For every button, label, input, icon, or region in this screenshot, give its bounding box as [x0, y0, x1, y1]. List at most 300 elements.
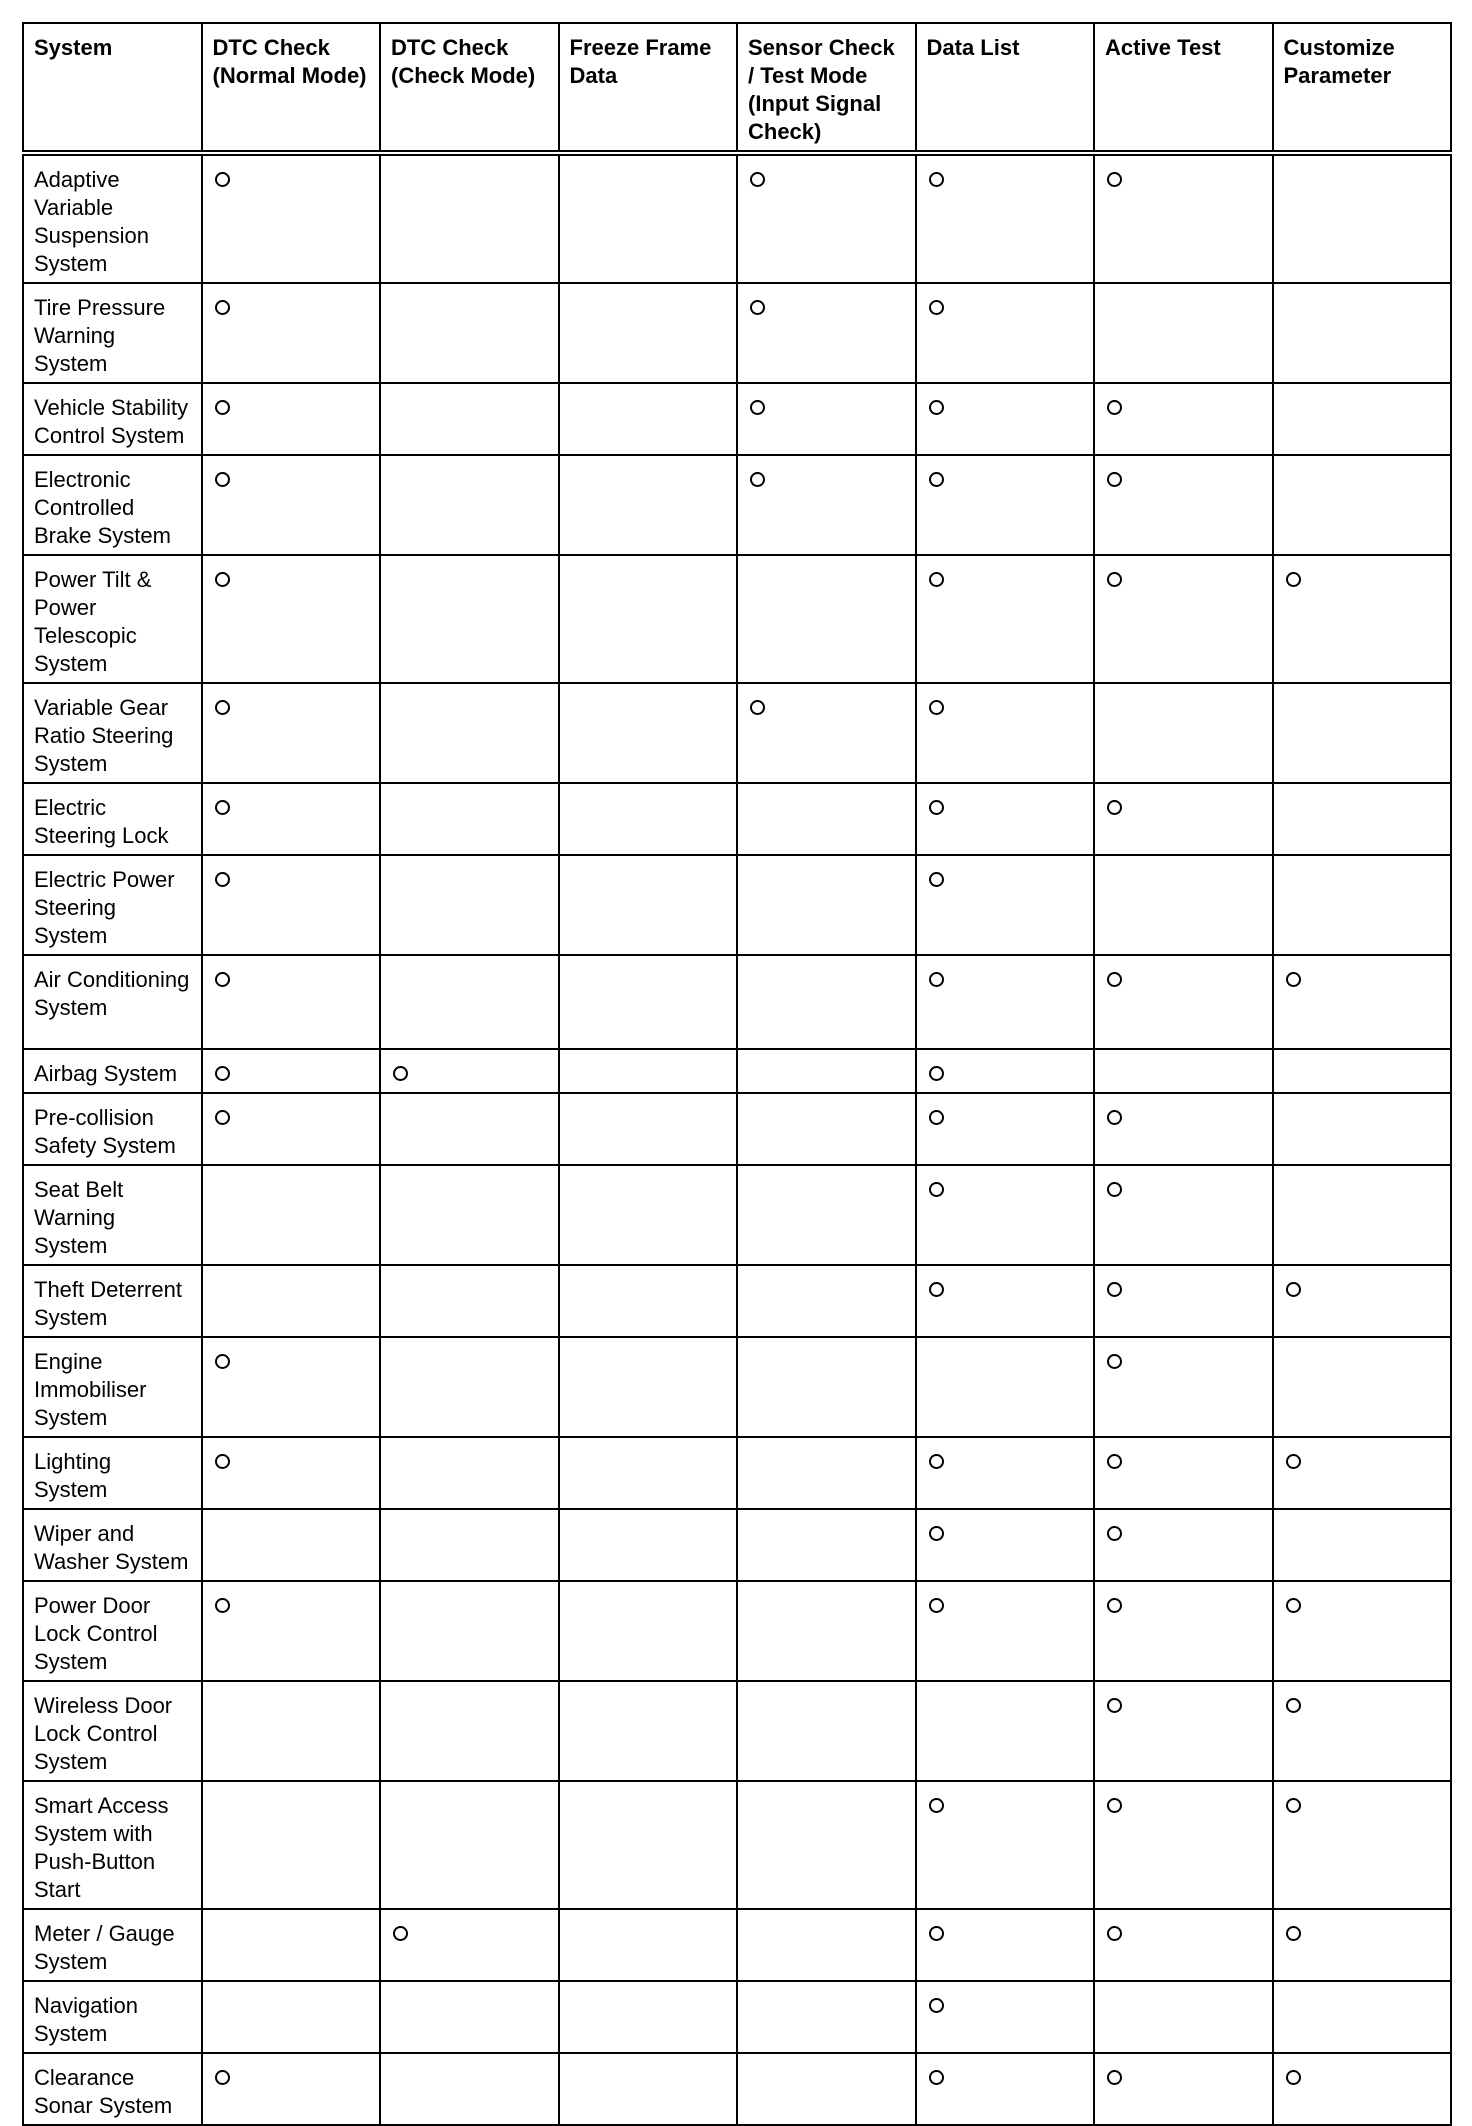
function-cell — [1273, 1509, 1452, 1581]
function-cell — [380, 283, 559, 383]
circle-icon — [1107, 1798, 1122, 1813]
function-cell — [916, 1437, 1095, 1509]
table-row — [23, 1337, 1451, 1437]
system-name-cell — [23, 1337, 202, 1437]
function-cell — [380, 1581, 559, 1681]
function-cell — [916, 1093, 1095, 1165]
system-name-cell — [23, 2053, 202, 2125]
function-cell — [559, 383, 738, 455]
function-cell — [1094, 153, 1273, 283]
function-cell — [1094, 1509, 1273, 1581]
system-name-cell — [23, 283, 202, 383]
system-name: Air Conditioning System — [34, 967, 190, 1020]
circle-icon — [929, 972, 944, 987]
function-cell — [1094, 1165, 1273, 1265]
function-cell — [916, 955, 1095, 1049]
function-cell — [380, 955, 559, 1049]
function-cell — [380, 383, 559, 455]
function-cell — [916, 783, 1095, 855]
table-row — [23, 1909, 1451, 1981]
function-cell — [380, 1049, 559, 1093]
function-cell — [737, 1909, 916, 1981]
function-cell — [1273, 153, 1452, 283]
circle-icon — [1286, 2070, 1301, 2085]
system-name-cell — [23, 855, 202, 955]
table-row — [23, 1581, 1451, 1681]
function-cell — [559, 1265, 738, 1337]
circle-icon — [215, 2070, 230, 2085]
circle-icon — [1286, 1798, 1301, 1813]
function-cell — [559, 1781, 738, 1909]
table-row — [23, 1437, 1451, 1509]
circle-icon — [1107, 1926, 1122, 1941]
system-name: Tire Pressure Warning System — [34, 295, 166, 376]
function-cell — [1094, 683, 1273, 783]
function-cell — [559, 1981, 738, 2053]
function-cell — [380, 1509, 559, 1581]
circle-icon — [1286, 1454, 1301, 1469]
function-cell — [916, 1909, 1095, 1981]
system-name-cell — [23, 1781, 202, 1909]
system-name: Theft Deterrent System — [34, 1277, 182, 1330]
circle-icon — [929, 800, 944, 815]
header-sensor-check: Sensor Check / Test Mode (Input Signal Check) — [737, 23, 916, 153]
function-cell — [1094, 855, 1273, 955]
function-cell — [559, 153, 738, 283]
system-name-cell — [23, 1581, 202, 1681]
system-name-cell — [23, 783, 202, 855]
function-cell — [737, 1265, 916, 1337]
table-row — [23, 1165, 1451, 1265]
table-row — [23, 455, 1451, 555]
function-cell — [559, 1909, 738, 1981]
function-cell — [202, 1093, 381, 1165]
circle-icon — [1107, 1282, 1122, 1297]
circle-icon — [929, 400, 944, 415]
circle-icon — [929, 1454, 944, 1469]
function-cell — [559, 783, 738, 855]
system-name-cell — [23, 1509, 202, 1581]
function-cell — [916, 1165, 1095, 1265]
system-name: Seat Belt Warning System — [34, 1177, 124, 1258]
function-cell — [380, 683, 559, 783]
system-name-cell — [23, 683, 202, 783]
function-cell — [380, 1165, 559, 1265]
function-cell — [202, 683, 381, 783]
table-row — [23, 955, 1451, 1049]
table-row — [23, 1509, 1451, 1581]
function-cell — [559, 1681, 738, 1781]
function-cell — [380, 1981, 559, 2053]
function-cell — [916, 1581, 1095, 1681]
system-name-cell — [23, 555, 202, 683]
system-name: Airbag System — [34, 1061, 178, 1086]
circle-icon — [929, 872, 944, 887]
function-cell — [1273, 955, 1452, 1049]
circle-icon — [929, 1526, 944, 1541]
circle-icon — [1107, 2070, 1122, 2085]
function-cell — [380, 1681, 559, 1781]
circle-icon — [750, 472, 765, 487]
table-row — [23, 1981, 1451, 2053]
function-cell — [559, 455, 738, 555]
function-cell — [559, 1165, 738, 1265]
circle-icon — [1107, 1354, 1122, 1369]
system-name-cell — [23, 1265, 202, 1337]
table-row — [23, 283, 1451, 383]
diagnostic-function-table — [22, 22, 1452, 2126]
function-cell — [1273, 383, 1452, 455]
function-cell — [916, 1337, 1095, 1437]
function-cell — [1094, 1049, 1273, 1093]
function-cell — [1273, 1337, 1452, 1437]
header-data-list: Data List — [916, 23, 1095, 153]
circle-icon — [750, 700, 765, 715]
system-name: Pre-collision Safety System — [34, 1105, 176, 1158]
function-cell — [380, 1093, 559, 1165]
function-cell — [559, 955, 738, 1049]
system-name: Electric Power Steering System — [34, 867, 175, 948]
table-row — [23, 683, 1451, 783]
system-name: Wiper and Washer System — [34, 1521, 189, 1574]
system-name-cell — [23, 1165, 202, 1265]
function-cell — [916, 1681, 1095, 1781]
system-name: Power Tilt & Power Telescopic System — [34, 567, 152, 676]
function-cell — [202, 855, 381, 955]
table-row — [23, 1265, 1451, 1337]
function-cell — [737, 783, 916, 855]
system-name: Electric Steering Lock — [34, 795, 169, 848]
function-cell — [559, 555, 738, 683]
header-system: System — [23, 23, 202, 153]
function-cell — [1094, 955, 1273, 1049]
function-cell — [1094, 1981, 1273, 2053]
function-cell — [737, 2053, 916, 2125]
circle-icon — [1107, 1598, 1122, 1613]
function-cell — [202, 1781, 381, 1909]
function-cell — [916, 555, 1095, 683]
system-name-cell — [23, 1981, 202, 2053]
circle-icon — [215, 700, 230, 715]
system-name: Electronic Controlled Brake System — [34, 467, 171, 548]
function-cell — [916, 1781, 1095, 1909]
function-cell — [1094, 383, 1273, 455]
circle-icon — [929, 572, 944, 587]
circle-icon — [1107, 1182, 1122, 1197]
function-cell — [559, 1093, 738, 1165]
system-name-cell — [23, 1681, 202, 1781]
table-row — [23, 1781, 1451, 1909]
circle-icon — [1286, 1698, 1301, 1713]
table-row — [23, 1681, 1451, 1781]
system-name: Navigation System — [34, 1993, 138, 2046]
system-name: Vehicle Stability Control System — [34, 395, 189, 448]
system-name-cell — [23, 1909, 202, 1981]
circle-icon — [929, 1182, 944, 1197]
function-cell — [737, 855, 916, 955]
header-freeze-frame-data: Freeze Frame Data — [559, 23, 738, 153]
function-cell — [1273, 1781, 1452, 1909]
function-cell — [1273, 1265, 1452, 1337]
function-cell — [1273, 1909, 1452, 1981]
function-cell — [916, 1509, 1095, 1581]
function-cell — [1094, 1437, 1273, 1509]
circle-icon — [1107, 172, 1122, 187]
system-name-cell — [23, 1093, 202, 1165]
function-cell — [559, 2053, 738, 2125]
function-cell — [202, 153, 381, 283]
function-cell — [1273, 2053, 1452, 2125]
function-cell — [1094, 1265, 1273, 1337]
function-cell — [559, 855, 738, 955]
function-cell — [1094, 783, 1273, 855]
function-cell — [559, 1337, 738, 1437]
function-cell — [916, 1049, 1095, 1093]
circle-icon — [750, 400, 765, 415]
circle-icon — [750, 172, 765, 187]
function-cell — [559, 1437, 738, 1509]
circle-icon — [1107, 472, 1122, 487]
circle-icon — [1286, 1598, 1301, 1613]
function-cell — [916, 455, 1095, 555]
function-cell — [1094, 283, 1273, 383]
circle-icon — [1107, 1698, 1122, 1713]
table-row — [23, 555, 1451, 683]
circle-icon — [215, 1066, 230, 1081]
circle-icon — [1286, 972, 1301, 987]
circle-icon — [1107, 400, 1122, 415]
function-cell — [1094, 555, 1273, 683]
function-cell — [1273, 1581, 1452, 1681]
circle-icon — [215, 300, 230, 315]
circle-icon — [750, 300, 765, 315]
function-cell — [202, 1437, 381, 1509]
function-cell — [202, 1909, 381, 1981]
header-dtc-check-mode: DTC Check (Check Mode) — [380, 23, 559, 153]
system-name: Wireless Door Lock Control System — [34, 1693, 173, 1774]
function-cell — [380, 2053, 559, 2125]
circle-icon — [215, 872, 230, 887]
circle-icon — [929, 172, 944, 187]
circle-icon — [929, 2070, 944, 2085]
header-active-test: Active Test — [1094, 23, 1273, 153]
circle-icon — [215, 172, 230, 187]
function-cell — [380, 855, 559, 955]
function-cell — [380, 555, 559, 683]
function-cell — [559, 1581, 738, 1681]
system-name-cell — [23, 383, 202, 455]
function-cell — [737, 1093, 916, 1165]
function-cell — [380, 1337, 559, 1437]
circle-icon — [215, 1598, 230, 1613]
circle-icon — [929, 1998, 944, 2013]
function-cell — [916, 283, 1095, 383]
function-cell — [559, 683, 738, 783]
function-cell — [737, 955, 916, 1049]
circle-icon — [1107, 1526, 1122, 1541]
system-name-cell — [23, 153, 202, 283]
function-cell — [1273, 1165, 1452, 1265]
function-cell — [1094, 1337, 1273, 1437]
function-cell — [737, 555, 916, 683]
table-row — [23, 783, 1451, 855]
function-cell — [202, 1337, 381, 1437]
table-row — [23, 2053, 1451, 2125]
circle-icon — [929, 300, 944, 315]
circle-icon — [1107, 572, 1122, 587]
function-cell — [380, 1781, 559, 1909]
function-cell — [202, 1581, 381, 1681]
function-cell — [202, 955, 381, 1049]
function-cell — [202, 555, 381, 683]
system-name: Clearance Sonar System — [34, 2065, 173, 2118]
function-cell — [737, 1981, 916, 2053]
function-cell — [380, 1437, 559, 1509]
function-cell — [1273, 283, 1452, 383]
system-name: Variable Gear Ratio Steering System — [34, 695, 174, 776]
function-cell — [1273, 1681, 1452, 1781]
function-cell — [737, 1337, 916, 1437]
function-cell — [380, 153, 559, 283]
function-cell — [202, 1265, 381, 1337]
system-name: Adaptive Variable Suspension System — [34, 167, 149, 276]
circle-icon — [393, 1066, 408, 1081]
table-row — [23, 1093, 1451, 1165]
function-cell — [559, 1049, 738, 1093]
function-cell — [1094, 1781, 1273, 1909]
function-cell — [380, 1909, 559, 1981]
circle-icon — [215, 400, 230, 415]
function-cell — [1094, 2053, 1273, 2125]
function-cell — [1094, 1681, 1273, 1781]
function-cell — [737, 1165, 916, 1265]
function-cell — [1094, 455, 1273, 555]
table-row — [23, 1049, 1451, 1093]
function-cell — [916, 383, 1095, 455]
function-cell — [380, 455, 559, 555]
function-cell — [916, 2053, 1095, 2125]
function-cell — [737, 153, 916, 283]
system-name-cell — [23, 1049, 202, 1093]
system-name-cell — [23, 1437, 202, 1509]
function-cell — [1273, 683, 1452, 783]
function-cell — [916, 153, 1095, 283]
circle-icon — [1286, 1282, 1301, 1297]
function-cell — [1273, 1981, 1452, 2053]
circle-icon — [215, 800, 230, 815]
header-dtc-normal-mode: DTC Check (Normal Mode) — [202, 23, 381, 153]
system-name-cell — [23, 455, 202, 555]
function-cell — [1273, 455, 1452, 555]
function-cell — [559, 1509, 738, 1581]
table-header-row — [23, 23, 1451, 153]
circle-icon — [215, 972, 230, 987]
function-cell — [737, 1437, 916, 1509]
function-cell — [1273, 555, 1452, 683]
function-cell — [1273, 1049, 1452, 1093]
function-cell — [202, 455, 381, 555]
function-cell — [916, 1265, 1095, 1337]
function-cell — [737, 383, 916, 455]
function-cell — [737, 1581, 916, 1681]
circle-icon — [215, 1354, 230, 1369]
function-cell — [202, 1049, 381, 1093]
function-cell — [1273, 855, 1452, 955]
circle-icon — [929, 1110, 944, 1125]
function-cell — [202, 383, 381, 455]
circle-icon — [929, 1598, 944, 1613]
circle-icon — [215, 1110, 230, 1125]
circle-icon — [215, 572, 230, 587]
function-cell — [737, 283, 916, 383]
system-name-cell — [23, 955, 202, 1049]
table-body — [23, 153, 1451, 2125]
circle-icon — [215, 472, 230, 487]
function-cell — [380, 783, 559, 855]
system-name: Engine Immobiliser System — [34, 1349, 147, 1430]
circle-icon — [1107, 1454, 1122, 1469]
header-customize-parameter: Customize Parameter — [1273, 23, 1452, 153]
function-cell — [202, 1681, 381, 1781]
function-cell — [202, 1165, 381, 1265]
function-cell — [1094, 1093, 1273, 1165]
function-cell — [559, 283, 738, 383]
circle-icon — [1286, 1926, 1301, 1941]
circle-icon — [929, 472, 944, 487]
function-cell — [737, 1509, 916, 1581]
function-cell — [1094, 1581, 1273, 1681]
circle-icon — [929, 1066, 944, 1081]
circle-icon — [929, 1282, 944, 1297]
function-cell — [202, 2053, 381, 2125]
function-cell — [737, 455, 916, 555]
circle-icon — [1286, 572, 1301, 587]
function-cell — [202, 1509, 381, 1581]
table-row — [23, 383, 1451, 455]
function-cell — [916, 1981, 1095, 2053]
function-cell — [202, 283, 381, 383]
circle-icon — [929, 1926, 944, 1941]
function-cell — [916, 855, 1095, 955]
function-cell — [737, 1049, 916, 1093]
circle-icon — [1107, 1110, 1122, 1125]
circle-icon — [215, 1454, 230, 1469]
function-cell — [1094, 1909, 1273, 1981]
function-cell — [1273, 783, 1452, 855]
function-cell — [1273, 1093, 1452, 1165]
function-cell — [737, 683, 916, 783]
table-row — [23, 153, 1451, 283]
system-name: Meter / Gauge System — [34, 1921, 175, 1974]
circle-icon — [929, 1798, 944, 1813]
function-cell — [1273, 1437, 1452, 1509]
system-name: Lighting System — [34, 1449, 112, 1502]
system-name: Smart Access System with Push-Button Start — [34, 1793, 169, 1902]
function-cell — [737, 1681, 916, 1781]
circle-icon — [1107, 800, 1122, 815]
function-cell — [202, 1981, 381, 2053]
circle-icon — [929, 700, 944, 715]
function-cell — [380, 1265, 559, 1337]
table-row — [23, 855, 1451, 955]
function-cell — [916, 683, 1095, 783]
diagnostic-table-container — [22, 22, 1450, 2118]
function-cell — [737, 1781, 916, 1909]
circle-icon — [393, 1926, 408, 1941]
system-name: Power Door Lock Control System — [34, 1593, 158, 1674]
function-cell — [202, 783, 381, 855]
circle-icon — [1107, 972, 1122, 987]
